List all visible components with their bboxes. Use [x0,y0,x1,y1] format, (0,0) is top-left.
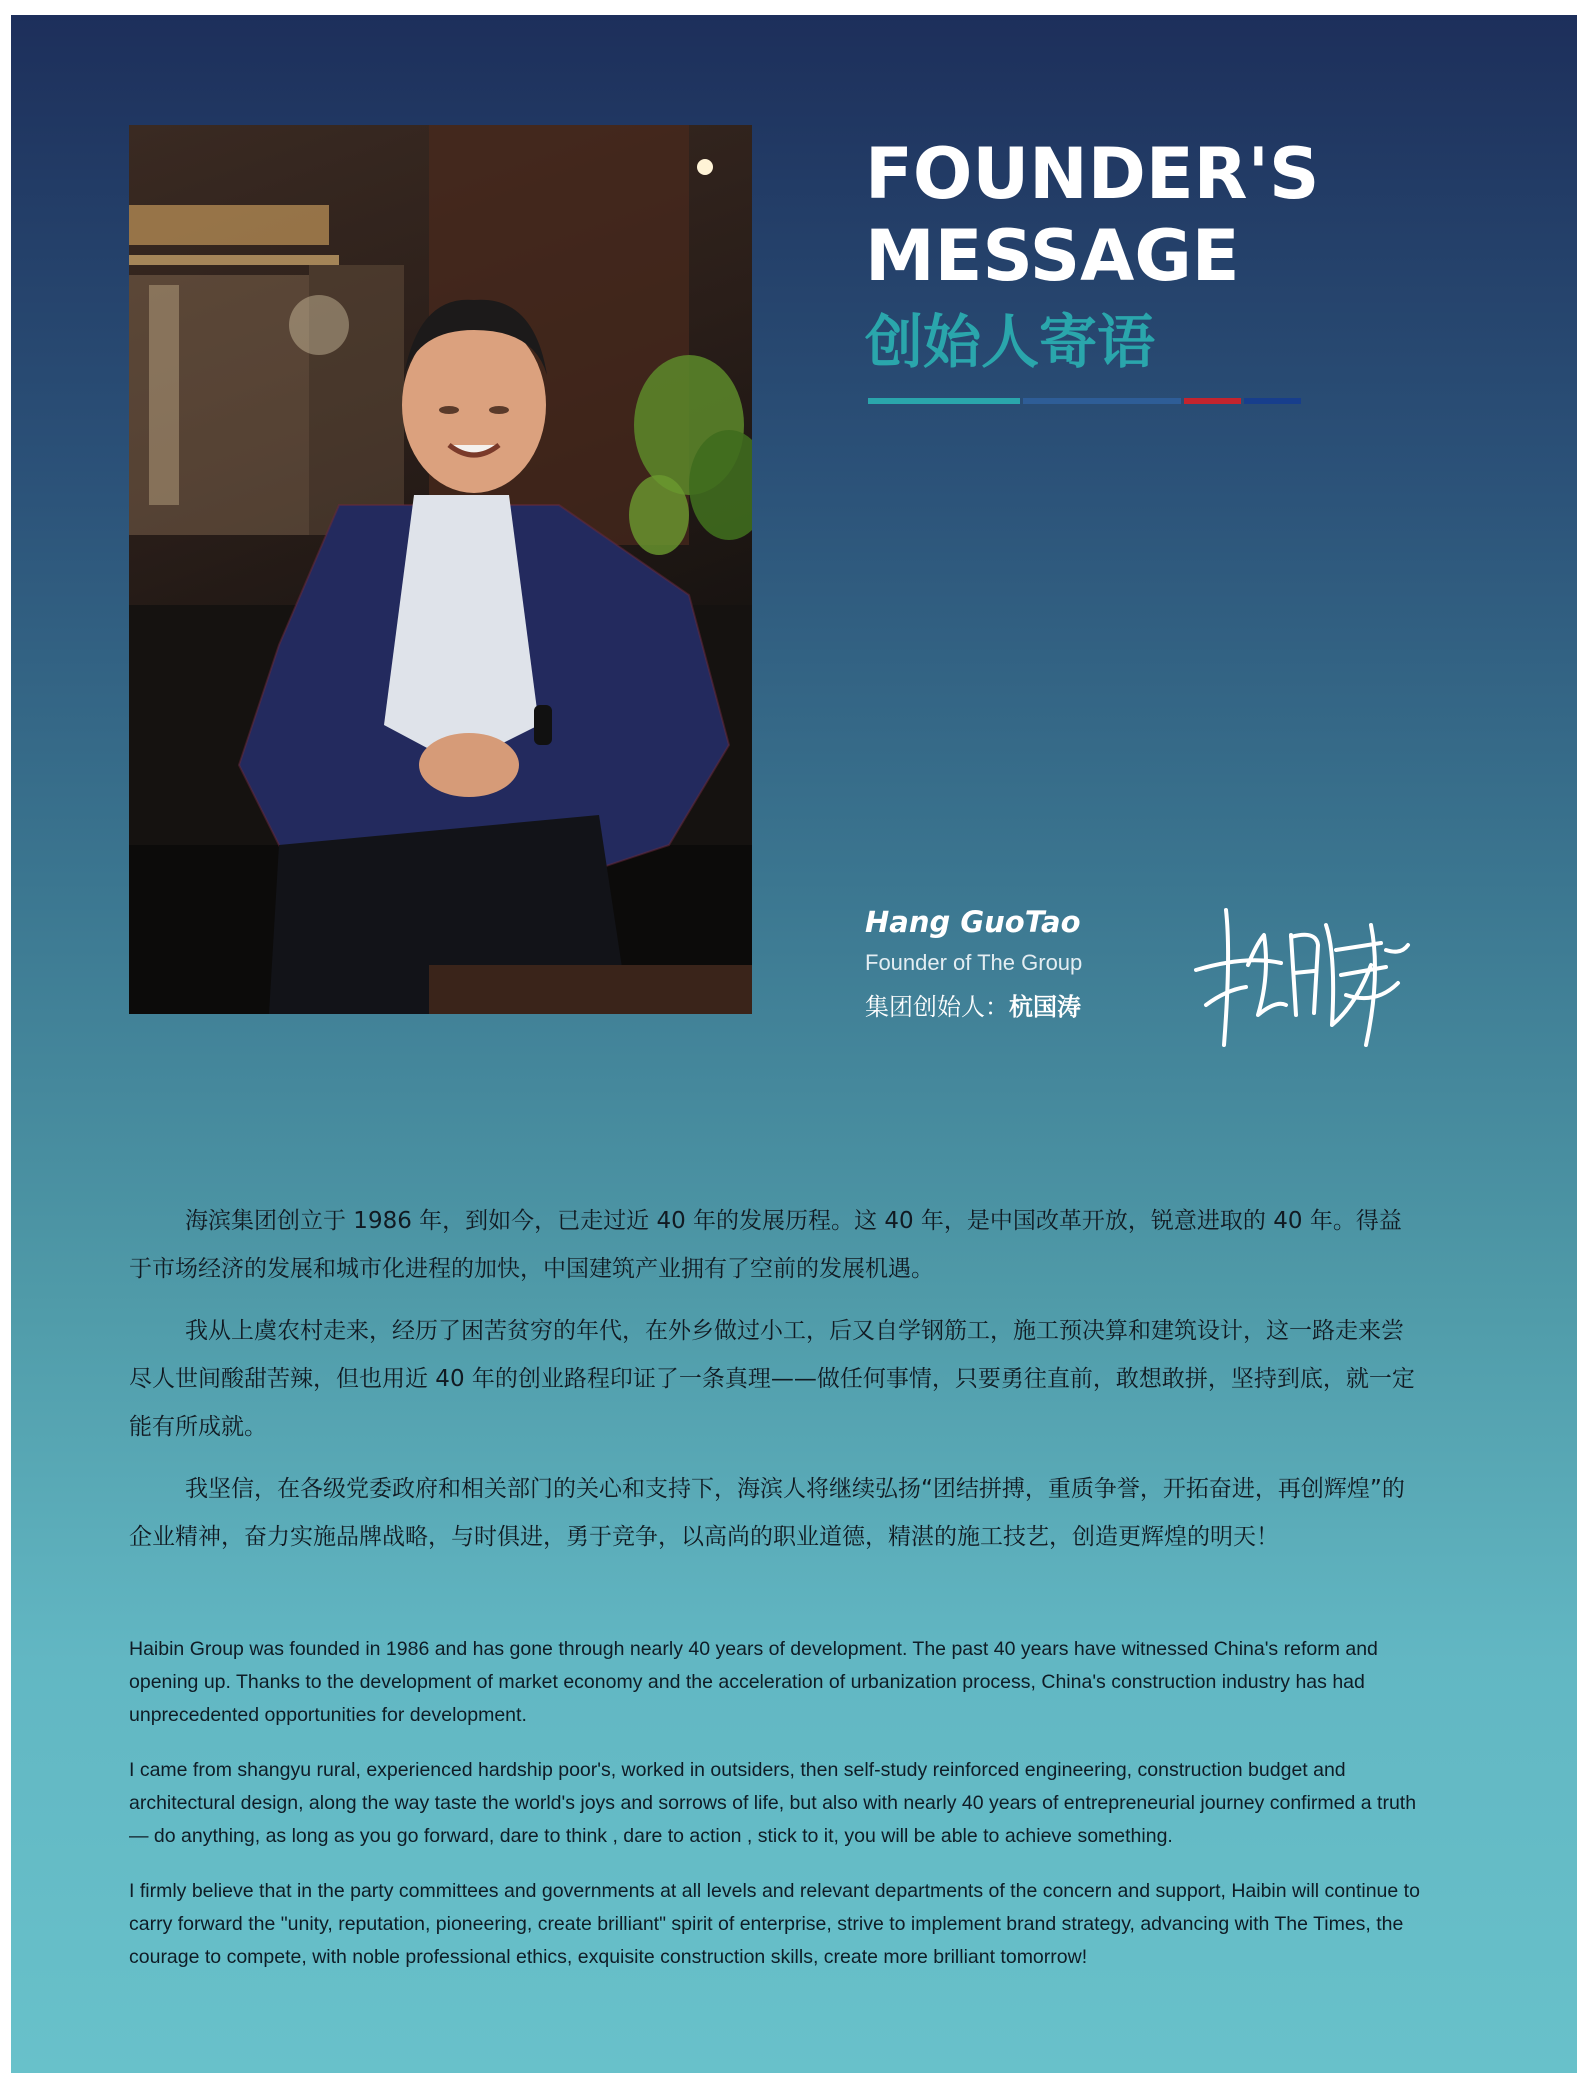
rule-segment-blue [1023,398,1181,404]
founders-message-page [11,15,1577,2073]
chinese-paragraph-1: 海滨集团创立于 1986 年，到如今，已走过近 40 年的发展历程。这 40 年，是中国改革开放，锐意进取的 40 年。得益于市场经济的发展和城市化进程的加快，中国建筑产业拥有了空前的发展机遇。 [129,1208,1402,1282]
rule-segment-red [1184,398,1241,404]
handwritten-signature-icon [1186,895,1416,1059]
rule-segment-navy [1244,398,1301,404]
founder-chinese-prefix: 集团创始人： [865,993,1009,1021]
chinese-paragraph-3: 我坚信，在各级党委政府和相关部门的关心和支持下，海滨人将继续弘扬“团结拼搏，重质争誉，开拓奋进，再创辉煌”的企业精神，奋力实施品牌战略，与时俱进，勇于竞争，以高尚的职业道德，精湛的施工技艺，创造更辉煌的明天！ [129,1476,1405,1550]
english-paragraph-1: Haibin Group was founded in 1986 and has gone through nearly 40 years of development. The past 40 years have witnessed China's reform and opening up. Thanks to the development of market economy and the acceleration of urbanization process, China's construction industry has had unprecedented opportunities for development. [129,1638,1378,1726]
title-line-2: MESSAGE [865,215,1240,297]
english-paragraph-3: I firmly believe that in the party committees and governments at all levels and relevant departments of the concern and support, Haibin will continue to carry forward the "unity, reputation, pioneering, create brilliant" spirit of enterprise, strive to implement brand strategy, advancing with The Times, the courage to compete, with noble professional ethics, exquisite construction skills, create more brilliant tomorrow! [129,1880,1420,1968]
english-paragraph-2: I came from shangyu rural, experienced hardship poor's, worked in outsiders, then self-study reinforced engineering, construction budget and architectural design, along the way taste the world's joys and sorrows of life, but also with nearly 40 years of entrepreneurial journey confirmed a truth — do anything, as long as you go forward, dare to think , dare to action , stick to it, you will be able to achieve something. [129,1759,1417,1847]
founder-role: Founder of The Group [865,950,1083,975]
founder-chinese-name: 杭国涛 [1009,993,1081,1021]
founder-portrait-photo [129,125,752,1014]
chinese-message [129,1197,1419,1575]
english-message [129,1633,1421,1996]
title-line-1: FOUNDER'S [865,133,1320,215]
rule-segment-teal [868,398,1020,404]
founder-chinese-caption [865,987,1081,1022]
page-title [865,133,1319,297]
chinese-title: 创始人寄语 [865,308,1156,376]
founder-name: Hang GuoTao [865,905,1081,939]
chinese-paragraph-2: 我从上虞农村走来，经历了困苦贫穷的年代，在外乡做过小工，后又自学钢筋工，施工预决算和建筑设计，这一路走来尝尽人世间酸甜苦辣，但也用近 40 年的创业路程印证了一条真理——做任何事情，只要勇往直前，敢想敢拼，坚持到底，就一定能有所成就。 [129,1318,1415,1440]
